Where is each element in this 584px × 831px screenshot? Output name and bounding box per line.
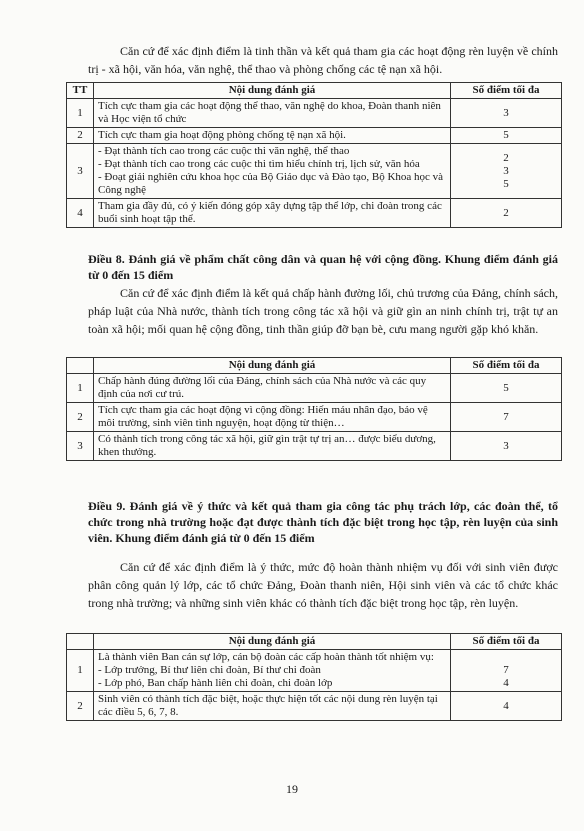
content-line: Tích cực tham gia các hoạt động vì cộng đồng: Hiến máu nhân đạo, bảo vệ môi trường, sinh viên tình nguyện, hoạt động từ thiện… <box>98 404 428 429</box>
content-line: - Lớp trưởng, Bí thư liên chi đoàn, Bí thư chi đoàn <box>98 664 321 676</box>
content-line: - Đạt thành tích cao trong các cuộc thi tìm hiểu chính trị, lịch sử, văn hóa <box>98 158 420 170</box>
score-value: 3 <box>503 106 509 119</box>
score-value: 4 <box>503 677 509 689</box>
header-score: Số điểm tối đa <box>451 358 562 374</box>
content-line: Chấp hành đúng đường lối của Đảng, chính sách của Nhà nước và các quy định của nơi cư trú. <box>98 375 427 400</box>
row-score <box>451 128 562 144</box>
row-score <box>451 199 562 228</box>
content-line: - Đoạt giải nghiên cứu khoa học của Bộ Giáo dục và Đào tạo, Bộ Khoa học và Công nghệ <box>98 171 444 196</box>
score-value: 5 <box>503 381 509 394</box>
page-number: 19 <box>286 782 298 796</box>
header-content: Nội dung đánh giá <box>94 634 451 650</box>
row-score <box>451 144 562 199</box>
table-row <box>67 128 562 144</box>
header-tt: TT <box>67 83 94 99</box>
content-line: Có thành tích trong công tác xã hội, giữ gìn trật tự trị an… được biểu dương, khen thưởng. <box>98 433 436 458</box>
row-score <box>451 403 562 432</box>
table-article9 <box>66 633 562 721</box>
table-body <box>67 374 562 461</box>
table-row <box>67 432 562 461</box>
score-value: 5 <box>503 129 509 141</box>
table-header-row <box>67 358 562 374</box>
row-number: 3 <box>67 144 94 199</box>
table-row <box>67 692 562 721</box>
content-line: Tích cực tham gia hoạt động phòng chống tệ nạn xã hội. <box>98 129 346 141</box>
table-row <box>67 199 562 228</box>
row-number: 1 <box>67 99 94 128</box>
row-number: 2 <box>67 692 94 721</box>
table-row <box>67 99 562 128</box>
table-header-row <box>67 634 562 650</box>
row-score <box>451 650 562 692</box>
row-number: 2 <box>67 403 94 432</box>
header-content: Nội dung đánh giá <box>94 358 451 374</box>
article8-intro: Căn cứ để xác định điểm là kết quả chấp hành đường lối, chủ trương của Đảng, chính sách, pháp luật của Nhà nước, thành tích trong công tác xã hội và giữ gìn an ninh chính trị, trật tự an toàn xã hội; mối quan hệ cộng đồng, tinh thần giúp đỡ bạn bè, cưu mang người gặp khó khăn. <box>88 286 558 336</box>
row-content <box>94 199 451 228</box>
header-tt <box>67 634 94 650</box>
section7-intro: Căn cứ để xác định điểm là tinh thần và kết quả tham gia các hoạt động rèn luyện về chính trị - xã hội, văn hóa, văn nghệ, thể thao và phòng chống các tệ nạn xã hội. <box>88 44 558 76</box>
content-line: Sinh viên có thành tích đặc biệt, hoặc thực hiện tốt các nội dung rèn luyện tại các điều 5, 6, 7, 8. <box>98 693 438 718</box>
table-body <box>67 650 562 721</box>
content-line: Là thành viên Ban cán sự lớp, cán bộ đoàn các cấp hoàn thành tốt nhiệm vụ: <box>98 651 434 663</box>
row-number: 1 <box>67 650 94 692</box>
row-number: 2 <box>67 128 94 144</box>
table-section7 <box>66 82 562 228</box>
row-content <box>94 403 451 432</box>
row-content <box>94 650 451 692</box>
score-value: 2 <box>503 151 509 164</box>
score-value: 3 <box>503 439 509 452</box>
table-row <box>67 374 562 403</box>
article8-heading: Điều 8. Đánh giá về phẩm chất công dân và quan hệ với cộng đồng. Khung điểm đánh giá từ 0 đến 15 điểm <box>88 252 558 282</box>
content-line: Tham gia đầy đủ, có ý kiến đóng góp xây dựng tập thể lớp, chi đoàn trong các buổi sinh hoạt tập thể. <box>98 200 442 225</box>
table-body <box>67 99 562 228</box>
row-content <box>94 99 451 128</box>
score-value: 2 <box>503 206 509 219</box>
content-line: Tích cực tham gia các hoạt động thể thao, văn nghệ do khoa, Đoàn thanh niên và Học viện tổ chức <box>98 100 441 125</box>
row-content <box>94 128 451 144</box>
article9-intro: Căn cứ để xác định điểm là ý thức, mức độ hoàn thành nhiệm vụ đối với sinh viên được phân công quản lý lớp, các tổ chức Đảng, Đoàn thanh niên, Hội sinh viên và các tổ chức khác trong nhà trường; và những sinh viên khác có thành tích đặc biệt trong học tập, rèn luyện. <box>88 560 558 610</box>
score-value: 3 <box>503 164 509 177</box>
table-row <box>67 144 562 199</box>
score-spacer <box>455 651 557 664</box>
row-score <box>451 99 562 128</box>
table-header-row <box>67 83 562 99</box>
content-line: - Đạt thành tích cao trong các cuộc thi văn nghệ, thể thao <box>98 145 350 157</box>
table-row <box>67 650 562 692</box>
score-value: 4 <box>503 699 509 712</box>
header-score: Số điểm tối đa <box>451 83 562 99</box>
row-number: 3 <box>67 432 94 461</box>
row-content <box>94 432 451 461</box>
row-number: 4 <box>67 199 94 228</box>
score-value: 7 <box>503 410 509 423</box>
row-content <box>94 144 451 199</box>
header-content: Nội dung đánh giá <box>94 83 451 99</box>
row-content <box>94 374 451 403</box>
row-score <box>451 432 562 461</box>
table-row <box>67 403 562 432</box>
row-score <box>451 692 562 721</box>
row-content <box>94 692 451 721</box>
header-tt <box>67 358 94 374</box>
row-score <box>451 374 562 403</box>
score-value: 7 <box>503 664 509 676</box>
score-value: 5 <box>503 177 509 190</box>
row-number: 1 <box>67 374 94 403</box>
content-line: - Lớp phó, Ban chấp hành liên chi đoàn, chi đoàn lớp <box>98 677 333 689</box>
table-article8 <box>66 357 562 461</box>
article9-heading: Điều 9. Đánh giá về ý thức và kết quả tham gia công tác phụ trách lớp, các đoàn thể, tổ chức trong nhà trường hoặc đạt được thành tích đặc biệt trong học tập, rèn luyện của sinh viên. Khung điểm đánh giá từ 0 đến 15 điểm <box>88 499 558 545</box>
header-score: Số điểm tối đa <box>451 634 562 650</box>
